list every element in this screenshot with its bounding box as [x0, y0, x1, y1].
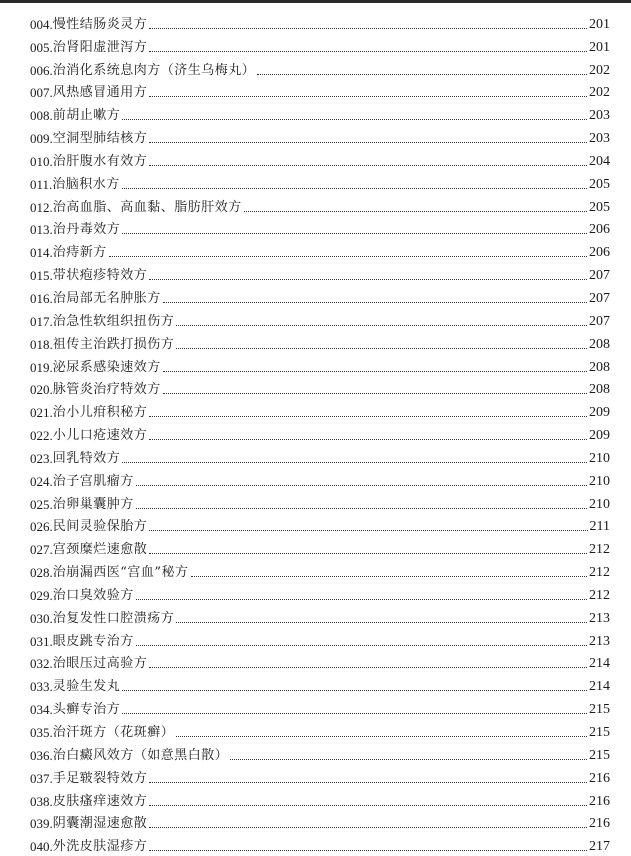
dot-leader	[122, 690, 587, 691]
dot-leader	[176, 736, 587, 737]
entry-number: 017.	[30, 313, 53, 329]
dot-leader	[149, 827, 587, 828]
entry-title: 祖传主治跌打损伤方	[52, 336, 175, 352]
entry-page-number: 212	[589, 565, 610, 581]
entry-page-number: 208	[589, 359, 610, 375]
toc-entry[interactable]	[30, 193, 610, 216]
dot-leader	[176, 622, 587, 623]
toc-entry[interactable]	[30, 101, 610, 124]
entry-number: 011.	[30, 176, 53, 192]
dot-leader	[149, 667, 587, 668]
toc-entry[interactable]	[30, 376, 610, 399]
dot-leader	[136, 599, 587, 600]
entry-number: 019.	[30, 359, 53, 375]
entry-title: 外洗皮肤湿疹方	[52, 839, 148, 855]
entry-page-number: 213	[589, 610, 610, 626]
dot-leader	[136, 508, 587, 509]
entry-title: 带状疱疹特效方	[52, 268, 148, 284]
dot-leader	[191, 576, 587, 577]
toc-entry[interactable]	[30, 741, 610, 764]
entry-title: 治眼压过高验方	[52, 656, 148, 672]
entry-title: 治子宫肌瘤方	[52, 473, 134, 489]
entry-title: 治急性软组织扭伤方	[52, 313, 175, 329]
dot-leader	[176, 348, 587, 349]
entry-number: 034.	[30, 702, 53, 718]
toc-entry[interactable]	[30, 261, 610, 284]
entry-title: 空洞型肺结核方	[52, 131, 148, 147]
dot-leader	[149, 416, 587, 417]
entry-number: 031.	[30, 633, 53, 649]
entry-number: 008.	[30, 108, 53, 124]
entry-page-number: 212	[589, 542, 610, 558]
dot-leader	[163, 371, 587, 372]
entry-title: 脉管炎治疗特效方	[52, 382, 161, 398]
toc-entry[interactable]	[30, 490, 610, 513]
dot-leader	[257, 74, 587, 75]
entry-title: 小儿口疮速效方	[52, 428, 148, 444]
entry-number: 040.	[30, 839, 53, 855]
dot-leader	[136, 485, 587, 486]
entry-number: 022.	[30, 428, 53, 444]
toc-entry[interactable]	[30, 535, 610, 558]
entry-page-number: 205	[589, 199, 610, 215]
entry-page-number: 212	[589, 587, 610, 603]
dot-leader	[136, 645, 587, 646]
entry-title: 治汗斑方（花斑癣）	[52, 725, 175, 740]
entry-title: 治局部无名肿胀方	[52, 290, 161, 306]
dot-leader	[122, 713, 587, 714]
toc-entry[interactable]	[30, 695, 610, 718]
toc-entry[interactable]	[30, 33, 610, 56]
entry-title: 前胡止嗽方	[52, 108, 121, 124]
toc-entry[interactable]	[30, 581, 610, 604]
entry-number: 020.	[30, 382, 53, 398]
dot-leader	[149, 439, 587, 440]
toc-entry[interactable]	[30, 467, 610, 490]
dot-leader	[149, 850, 587, 851]
top-rule	[0, 0, 631, 3]
dot-leader	[149, 279, 587, 280]
entry-page-number: 209	[589, 405, 610, 421]
entry-number: 036.	[30, 747, 53, 763]
dot-leader	[122, 233, 587, 234]
entry-number: 010.	[30, 153, 53, 169]
entry-number: 006.	[30, 62, 53, 78]
toc-entry[interactable]	[30, 718, 610, 741]
entry-number: 035.	[30, 725, 53, 740]
toc-entry[interactable]	[30, 558, 610, 581]
entry-title: 眼皮跳专治方	[52, 633, 134, 649]
entry-page-number: 216	[589, 793, 610, 809]
entry-title: 治脑积水方	[52, 176, 120, 192]
toc-entry[interactable]	[30, 124, 610, 147]
entry-title: 治高血脂、高血黏、脂肪肝效方	[52, 199, 242, 215]
entry-title: 头癣专治方	[52, 702, 121, 718]
toc-entry[interactable]	[30, 147, 610, 170]
entry-title: 治崩漏西医“宫血”秘方	[52, 565, 189, 581]
dot-leader	[149, 51, 587, 52]
dot-leader	[122, 119, 587, 120]
entry-page-number: 216	[589, 770, 610, 786]
dot-leader	[230, 759, 587, 760]
entry-page-number: 206	[589, 245, 610, 261]
entry-page-number: 215	[589, 725, 610, 740]
toc-entry[interactable]	[30, 604, 610, 627]
toc-entry[interactable]	[30, 810, 610, 833]
entry-number: 028.	[30, 565, 53, 581]
dot-leader	[122, 188, 587, 189]
toc-entry[interactable]	[30, 79, 610, 102]
entry-page-number: 208	[589, 336, 610, 352]
toc-entry[interactable]	[30, 353, 610, 376]
dot-leader	[149, 28, 587, 29]
entry-number: 014.	[30, 245, 53, 261]
entry-page-number: 216	[589, 816, 610, 832]
entry-title: 灵验生发丸	[52, 679, 121, 695]
entry-page-number: 203	[589, 131, 610, 147]
entry-page-number: 215	[589, 747, 610, 763]
dot-leader	[149, 142, 587, 143]
dot-leader	[149, 165, 587, 166]
entry-page-number: 211	[589, 519, 610, 535]
toc-entry[interactable]	[30, 787, 610, 810]
entry-page-number: 210	[589, 450, 610, 466]
toc-entry[interactable]	[30, 444, 610, 467]
entry-title: 治肝腹水有效方	[52, 153, 148, 169]
entry-title: 宫颈糜烂速愈散	[52, 542, 148, 558]
entry-title: 治小儿疳积秘方	[52, 405, 148, 421]
entry-page-number: 202	[589, 62, 610, 78]
toc-entry[interactable]	[30, 764, 610, 787]
entry-page-number: 214	[589, 679, 610, 695]
toc-entry[interactable]	[30, 330, 610, 353]
dot-leader	[149, 782, 587, 783]
entry-title: 民间灵验保胎方	[52, 519, 148, 535]
entry-number: 018.	[30, 336, 53, 352]
dot-leader	[109, 256, 587, 257]
dot-leader	[163, 302, 587, 303]
entry-number: 021.	[30, 405, 53, 421]
entry-number: 030.	[30, 610, 53, 626]
entry-page-number: 207	[589, 313, 610, 329]
dot-leader	[149, 96, 587, 97]
entry-title: 治复发性口腔溃疡方	[52, 610, 175, 626]
entry-number: 037.	[30, 770, 53, 786]
dot-leader	[122, 462, 587, 463]
entry-title: 治丹毒效方	[52, 222, 121, 238]
entry-page-number: 207	[589, 290, 610, 306]
entry-number: 029.	[30, 587, 53, 603]
toc-entry[interactable]	[30, 421, 610, 444]
entry-number: 005.	[30, 39, 53, 55]
entry-page-number: 201	[589, 16, 610, 32]
entry-page-number: 209	[589, 428, 610, 444]
toc-entry[interactable]	[30, 398, 610, 421]
entry-page-number: 210	[589, 473, 610, 489]
toc-entry[interactable]	[30, 170, 610, 193]
entry-number: 012.	[30, 199, 53, 215]
entry-number: 007.	[30, 85, 53, 101]
toc-entry[interactable]	[30, 650, 610, 673]
entry-page-number: 204	[589, 153, 610, 169]
entry-number: 038.	[30, 793, 53, 809]
entry-page-number: 210	[589, 496, 610, 512]
entry-title: 治消化系统息肉方（济生乌梅丸）	[52, 62, 256, 78]
entry-number: 024.	[30, 473, 53, 489]
toc-entry[interactable]	[30, 513, 610, 536]
entry-page-number: 207	[589, 268, 610, 284]
entry-title: 皮肤瘙痒速效方	[52, 793, 148, 809]
entry-title: 治痔新方	[52, 245, 107, 261]
dot-leader	[149, 530, 587, 531]
dot-leader	[244, 211, 587, 212]
entry-page-number: 208	[589, 382, 610, 398]
toc-entry[interactable]	[30, 216, 610, 239]
entry-page-number: 205	[589, 176, 610, 192]
dot-leader	[176, 325, 587, 326]
entry-page-number: 217	[589, 839, 610, 855]
entry-number: 013.	[30, 222, 53, 238]
toc-entry[interactable]	[30, 284, 610, 307]
entry-title: 风热感冒通用方	[52, 85, 148, 101]
toc-entry[interactable]	[30, 10, 610, 33]
entry-number: 032.	[30, 656, 53, 672]
entry-number: 027.	[30, 542, 53, 558]
entry-number: 025.	[30, 496, 53, 512]
entry-number: 026.	[30, 519, 53, 535]
entry-number: 033.	[30, 679, 53, 695]
entry-page-number: 214	[589, 656, 610, 672]
entry-number: 009.	[30, 131, 53, 147]
table-of-contents	[30, 10, 610, 855]
entry-number: 039.	[30, 816, 53, 832]
toc-entry[interactable]	[30, 238, 610, 261]
entry-title: 慢性结肠炎灵方	[52, 16, 148, 32]
entry-title: 回乳特效方	[52, 450, 121, 466]
entry-title: 手足皲裂特效方	[52, 770, 148, 786]
dot-leader	[149, 805, 587, 806]
toc-entry[interactable]	[30, 56, 610, 79]
entry-number: 023.	[30, 450, 53, 466]
entry-title: 治肾阳虚泄泻方	[52, 39, 148, 55]
entry-title: 阴囊潮湿速愈散	[52, 816, 148, 832]
toc-entry[interactable]	[30, 672, 610, 695]
entry-number: 004.	[30, 16, 53, 32]
entry-number: 016.	[30, 290, 53, 306]
entry-page-number: 213	[589, 633, 610, 649]
entry-number: 015.	[30, 268, 53, 284]
entry-page-number: 203	[589, 108, 610, 124]
entry-title: 泌尿系感染速效方	[52, 359, 161, 375]
entry-title: 治白癜风效方（如意黑白散）	[52, 747, 229, 763]
toc-entry[interactable]	[30, 832, 610, 855]
entry-page-number: 202	[589, 85, 610, 101]
entry-title: 治卵巢囊肿方	[52, 496, 134, 512]
dot-leader	[163, 393, 587, 394]
entry-page-number: 201	[589, 39, 610, 55]
entry-page-number: 206	[589, 222, 610, 238]
entry-title: 治口臭效验方	[52, 587, 134, 603]
toc-entry[interactable]	[30, 307, 610, 330]
dot-leader	[149, 553, 587, 554]
entry-page-number: 215	[589, 702, 610, 718]
toc-entry[interactable]	[30, 627, 610, 650]
